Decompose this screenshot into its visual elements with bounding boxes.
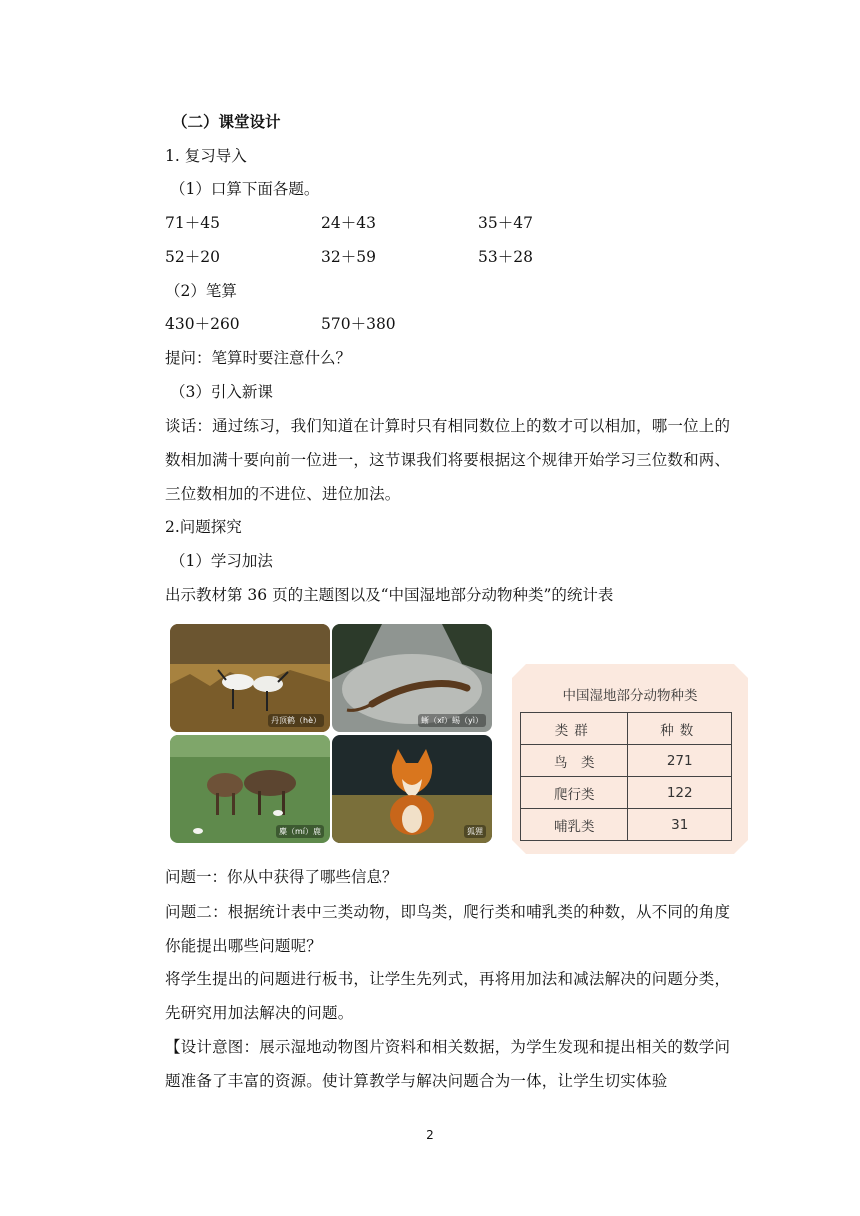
table-cell: 哺乳类 bbox=[521, 809, 628, 841]
math-expression: 53＋28 bbox=[478, 248, 533, 266]
math-expression: 35＋47 bbox=[478, 214, 533, 232]
stats-table-title: 中国湿地部分动物种类 bbox=[562, 688, 698, 704]
table-cell: 31 bbox=[628, 809, 732, 841]
board-paragraph bbox=[165, 962, 733, 1030]
design-intent-text: 【设计意图：展示湿地动物图片资料和相关数据，为学生发现和提出相关的数学问题准备了丰富的资源。使计算教学与解决问题合为一体，让学生切实体验 bbox=[165, 1038, 731, 1090]
stats-card bbox=[512, 664, 748, 854]
design-intent bbox=[165, 1030, 733, 1098]
math-expression: 32＋59 bbox=[321, 248, 376, 266]
photo-caption: 蜥（xī）蜴（yì） bbox=[418, 714, 486, 727]
photo-caption: 麋（mí）鹿 bbox=[276, 825, 324, 838]
question-one: 问题一：你从中获得了哪些信息？ bbox=[165, 868, 398, 886]
math-expression: 52＋20 bbox=[165, 248, 220, 266]
math-expression: 430＋260 bbox=[165, 315, 240, 333]
deer-photo bbox=[170, 735, 330, 843]
math-expression: 24＋43 bbox=[321, 214, 376, 232]
sub-heading: （3）引入新课 bbox=[170, 383, 273, 401]
sub-heading: （1）学习加法 bbox=[170, 552, 273, 570]
fox-photo bbox=[332, 735, 492, 843]
table-row bbox=[521, 809, 732, 841]
page-number: 2 bbox=[426, 1128, 434, 1142]
talk-paragraph bbox=[165, 409, 733, 511]
table-cell: 271 bbox=[628, 745, 732, 777]
talk-text: 谈话：通过练习，我们知道在计算时只有相同数位上的数才可以相加，哪一位上的数相加满十要向前一位进一，这节课我们将要根据这个规律开始学习三位数和两、三位数相加的不进位、进位加法。 bbox=[165, 417, 731, 503]
step-heading: 1. 复习导入 bbox=[165, 147, 247, 165]
question-two bbox=[165, 895, 733, 963]
stats-table bbox=[520, 712, 732, 841]
photo-caption: 丹顶鹤（hè） bbox=[268, 714, 324, 727]
sub-heading: （1）口算下面各题。 bbox=[170, 180, 320, 198]
section-title: （二）课堂设计 bbox=[172, 112, 281, 131]
table-header: 种数 bbox=[628, 713, 732, 745]
theme-picture bbox=[170, 624, 492, 844]
table-row bbox=[521, 745, 732, 777]
photo-caption: 狐狸 bbox=[464, 825, 486, 838]
table-cell: 122 bbox=[628, 777, 732, 809]
step-heading: 2.问题探究 bbox=[165, 518, 242, 536]
table-header-row bbox=[521, 713, 732, 745]
table-row bbox=[521, 777, 732, 809]
table-cell: 爬行类 bbox=[521, 777, 628, 809]
math-expression: 71＋45 bbox=[165, 214, 220, 232]
lizard-photo bbox=[332, 624, 492, 732]
question-prompt: 提问：笔算时要注意什么？ bbox=[165, 349, 352, 367]
show-text: 出示教材第 36 页的主题图以及“中国湿地部分动物种类”的统计表 bbox=[165, 586, 614, 604]
crane-photo bbox=[170, 624, 330, 732]
question-two-text: 问题二：根据统计表中三类动物，即鸟类，爬行类和哺乳类的种数，从不同的角度你能提出哪些问题呢？ bbox=[165, 903, 731, 955]
table-header: 类群 bbox=[521, 713, 628, 745]
math-expression: 570＋380 bbox=[321, 315, 396, 333]
table-cell: 鸟 类 bbox=[521, 745, 628, 777]
sub-heading: （2）笔算 bbox=[165, 282, 237, 300]
board-text: 将学生提出的问题进行板书，让学生先列式，再将用加法和减法解决的问题分类，先研究用加法解决的问题。 bbox=[165, 970, 731, 1022]
